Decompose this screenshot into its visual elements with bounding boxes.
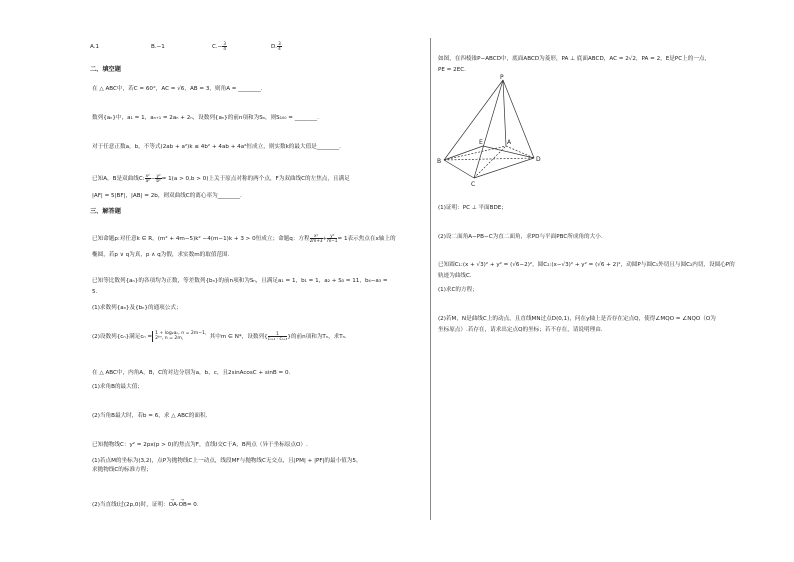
choice-d [271,42,282,51]
problem-6-line2: 轨迹为曲线C. [438,273,472,279]
problem-4-line1: 已知抛物线C：y² = 2px(p > 0)的焦点为F，直线l交C于A，B两点（异于坐标原点O）. [92,442,308,448]
problem-1-frac2-num: y² [327,234,337,239]
problem-1-frac2 [327,234,337,243]
vector-ob-label: OB [178,502,187,508]
choice-c-num: 3 [223,41,227,46]
label-d: D [536,156,541,163]
edge-be [444,146,483,160]
fill-q4-frac2-den: b² [156,178,161,184]
problem-2-case2: 2ᵇⁿ, n = 2m， [155,336,187,342]
choice-c [212,42,227,51]
pyramid-figure [436,74,546,190]
problem-6-sub2-line2: 坐标原点）.若存在，请求出定点Q的坐标；若不存在，请说明理由. [438,327,603,333]
edge-bc [444,160,474,178]
problem-4-dot: · [176,502,179,508]
problem-6-line1: 已知圆C₁:(x + √3)² + y² = (√6−2)²，圆C₂:(x−√3)² + y² = (√6 + 2)²，动圆P与圆C₁外切且与圆C₂内切，设圆心P的 [438,262,735,268]
fill-question-1: 在 △ ABC中，若C = 60°，AC = √6，AB = 3，则角A = ________. [92,86,263,92]
label-b: B [437,158,442,165]
problem-4-sub2-pre: (2)当直线l过(2p,0)时，证明： [92,502,169,508]
problem-5-line1: 如图，在四棱锥P−ABCD中，底面ABCD为菱形，PA ⊥ 底面ABCD，AC = 2√2，PA = 2，E是PC上的一点， [438,56,711,62]
problem-1-frac1-den: 2m+3 [309,238,323,244]
edge-pd [503,80,534,158]
vector-oa [168,497,177,509]
problem-4-sub2 [92,497,199,509]
problem-2-case1: 1 + log₂aₙ, n = 2m−1， [155,331,210,336]
problem-2-frac-den: cₙ₊₁ · cₙ₊₃ [267,335,288,341]
problem-1-frac1-num: x² [310,234,323,239]
problem-4-sub1-line1: (1)若点M的坐标为(3,2)，点P为抛物线C上一动点，线段MF与抛物线C无交点，且|PM| + |PF|的最小值为5， [92,458,362,464]
choice-d-fraction [277,42,282,51]
problem-3-line1: 在 △ ABC中，内角A，B，C的对边分别为a，b，c，且2sinAcosC + sinB = 0. [92,370,291,376]
fill-question-4-line1 [92,174,350,183]
problem-1-post: = 1表示焦点在x轴上的 [337,236,396,243]
fill-question-3: 对于任意正数a，b，不等式(2ab + a²)k ≤ 4b² + 4ab + 4a²恒成立，则实数k的最大值是________. [92,144,341,150]
column-divider [430,38,431,520]
problem-4-sub1-line2: 求抛物线C的标准方程； [92,467,152,473]
choice-a: A.1 [90,44,100,50]
fill-q4-post: = 1(a > 0,b > 0)上关于原点对称的两个点，F为双曲线C的左焦点，且满足 [161,176,350,183]
edge-pb [444,80,503,160]
choice-d-prefix: D. [271,44,278,51]
problem-5-sub1: (1)证明：PC ⊥ 平面BDE； [438,205,507,211]
section-heading-fill-in: 二、填空题 [90,66,121,73]
fill-q4-frac1-den: a² [145,178,150,184]
problem-1-plus: + [322,236,328,243]
edge-pa [503,80,506,146]
vector-oa-arrow-icon: → [170,497,174,502]
problem-2-sub2-pre: (2)设数列{cₙ}满足cₙ = [92,333,153,340]
problem-2-sub1: (1)求数列{aₙ}及{bₙ}的通项公式； [92,305,182,311]
problem-1-frac1 [310,234,323,243]
problem-2-sub2-mid: 其中m ∈ N*，设数列 [209,333,265,340]
label-a: A [507,139,512,146]
problem-5-sub2: (2)设二面角A−PB−C为直二面角，求PD与平面PBC所成角的大小. [438,234,603,240]
problem-5-line2: PE = 2EC. [438,67,466,73]
edge-ba [444,146,506,160]
choice-c-fraction [222,42,227,51]
problem-2-line1: 已知等比数列{aₙ}的各项均为正数，等差数列{bₙ}的前n项和为Sₙ，且满足a₁ = 1，b₁ = 1，a₂ + S₃ = 11，b₄−a₃ = [92,278,388,284]
problem-2-frac-num: 1 [268,332,288,337]
fill-q4-frac2-num: y² [156,173,161,178]
edge-ed [483,146,534,158]
edge-cd [474,158,534,178]
problem-1-line2: 椭圆，若p ∨ q为真，p ∧ q为假，求实数m的取值范围. [92,252,230,258]
fill-q4-pre: 已知A，B是双曲线C: [92,176,145,183]
problem-2-line2: 5. [92,289,98,295]
vector-ob-arrow-icon: → [180,497,184,502]
choice-c-prefix: C.− [212,44,223,51]
choice-b: B.−1 [151,44,165,50]
problem-6-sub1: (1)求C的方程； [438,287,478,293]
choice-d-den: 4 [278,46,281,52]
problem-2-sub2: (2)设数列{cₙ}满足cₙ = 1 + log₂aₙ, n = 2m−1， 2ᵇⁿ, n = 2m， 其中m ∈ N*，设数列{ $\frac{1}{\text{cₙ₊₁ · cₙ₊₃}}$ }的前n项和为Tₙ，求Tₙ. [92,330,347,342]
fill-q4-minus: − [150,176,156,183]
problem-1-frac2-den: m−1 [327,238,338,244]
edge-pc [474,80,503,178]
problem-1-pre: 已知命题p:对任意k ∈ R，(m² + 4m−5)k² −4(m−1)k + 3 > 0恒成立；命题q：方程 [92,236,310,243]
choice-d-num: 3 [278,41,281,46]
label-p: P [500,74,504,81]
choice-c-den: 4 [223,46,227,52]
problem-2-frac [268,332,288,341]
label-c: C [471,181,476,188]
section-heading-answer: 三、解答题 [90,208,121,215]
problem-6-sub2-line1: (2)若M，N是曲线C上的动点，且直线MN过点D(0,1)，问在y轴上是否存在定点Q，使得∠MQO = ∠NQO（O为 [438,316,716,322]
fill-q4-frac1-num: x² [145,173,150,178]
problem-4-sub2-post: = 0. [186,502,199,508]
problem-3-sub1: (1)求角B的最大值； [92,384,143,390]
vector-oa-label: OA [168,502,177,508]
fill-question-4-line2: |AF| = 5|BF|，|AB| = 2b，则双曲线C的离心率为________. [92,193,242,199]
problem-1-line1 [92,234,396,243]
vector-ob [176,497,187,509]
problem-3-sub2: (2)当角B最大时，若b = 6，求 △ ABC的面积. [92,413,208,419]
problem-2-piecewise [152,331,210,342]
problem-2-sub2-post: 的前n项和为Tₙ，求Tₙ. [290,333,347,340]
label-e: E [479,139,483,146]
edge-bd [444,158,534,160]
fill-question-2: 数列{aₙ}中，a₁ = 1，aₙ₊₁ = 2aₙ + 2ₙ，设数列{aₙ}的前n项和为Sₙ，则S₁₀₀ = ________. [92,115,319,121]
